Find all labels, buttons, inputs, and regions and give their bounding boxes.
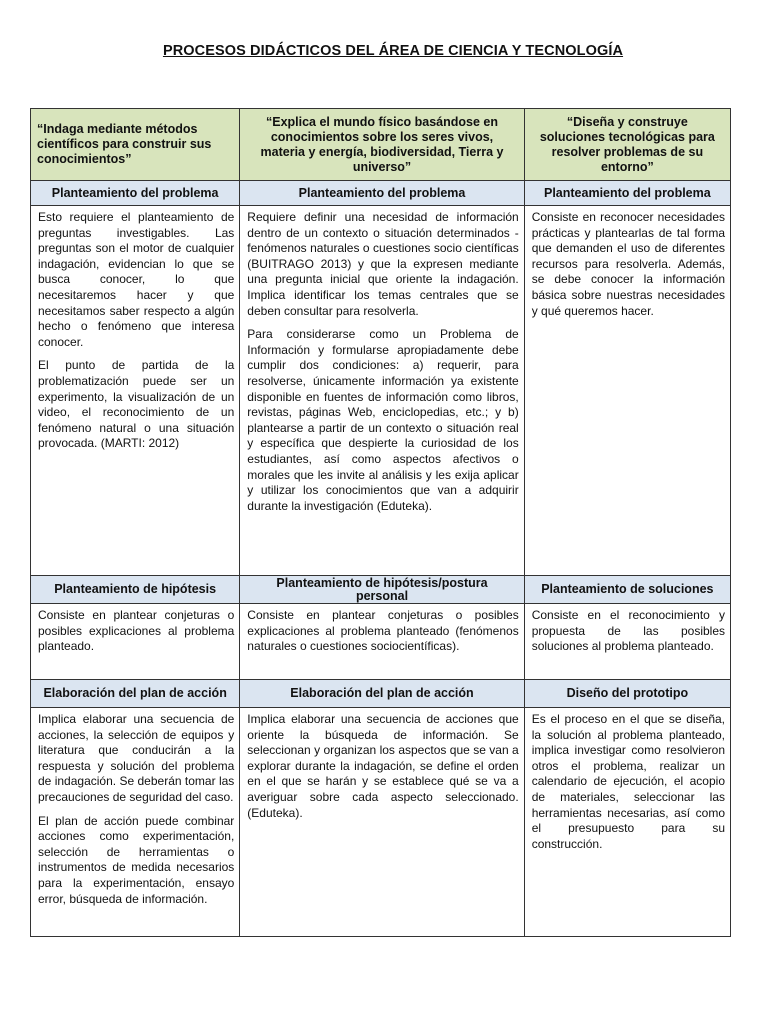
section-heading: Planteamiento de hipótesis [31, 576, 240, 604]
section-heading: Planteamiento del problema [240, 181, 524, 206]
body-cell [240, 708, 524, 937]
paragraph: Implica elaborar una secuencia de acciones, la selección de equipos y literatura que conducirán a la respuesta y solución del problema de indagación. Se deberán tomar las precauciones de seguridad del caso. [38, 712, 235, 804]
paragraph: Para considerarse como un Problema de Información y formularse apropiadamente debe cumplir dos condiciones: a) requerir, para resolverse, únicamente información ya existente disponible en fuentes de información como libros, revistas, páginas Web, enciclopedias, etc.; y b) plantearse a partir de un contexto o situación real y específica que despierte la curiosidad de los estudiantes, así como aspectos afectivos o morales que les invite al análisis y les exija aplicar y utilizar los conocimientos que van a adquirir durante la investigación (Eduteka). [247, 327, 519, 513]
section-heading: Elaboración del plan de acción [31, 680, 240, 708]
paragraph: El plan de acción puede combinar acciones como experimentación, selección de herramientas o instrumentos de medida necesarios para la experimentación, ensayo error, búsqueda de información. [38, 813, 235, 906]
section-heading: Elaboración del plan de acción [240, 680, 524, 708]
section-heading-row [31, 680, 731, 708]
paragraph: Implica elaborar una secuencia de acciones que oriente la búsqueda de información. Se seleccionan y organizan los aspectos que se van a explorar durante la indagación, se define el orden en el que se harán y se establece qué se va a averiguar sobre cada aspecto seleccionado. (Eduteka). [247, 712, 519, 820]
body-cell [31, 708, 240, 937]
paragraph: Esto requiere el planteamiento de preguntas investigables. Las preguntas son el motor de cualquier indagación, evidencian lo que se busca conocer, lo que necesitaremos hacer y que necesitamos saber respecto a algún hecho o fenómeno que interesa conocer. [38, 210, 235, 349]
body-cell [524, 708, 730, 937]
section-heading: Planteamiento del problema [524, 181, 730, 206]
page-title: PROCESOS DIDÁCTICOS DEL ÁREA DE CIENCIA Y TECNOLOGÍA [162, 43, 624, 59]
paragraph: Consiste en plantear conjeturas o posibles explicaciones al problema planteado. [38, 608, 235, 654]
paragraph: Consiste en el reconocimiento y propuesta de las posibles soluciones al problema planteado. [531, 608, 725, 654]
column-header-disena: “Diseña y construye soluciones tecnológicas para resolver problemas de su entorno” [524, 109, 730, 181]
section-body-row [31, 206, 731, 576]
paragraph: Requiere definir una necesidad de información dentro de un contexto o situación determinados - fenómenos naturales o cuestiones socio científicas (BUITRAGO 2013) y que la expresen mediante una pregunta inicial que oriente la indagación. Implica identificar los temas centrales que se deben consultar para resolverla. [247, 210, 519, 318]
section-heading: Diseño del prototipo [524, 680, 730, 708]
body-cell [524, 604, 730, 680]
section-body-row [31, 604, 731, 680]
body-cell [524, 206, 730, 576]
paragraph: El punto de partida de la problematización puede ser un experimento, la visualización de un video, el reconocimiento de un fenómeno natural o una situación provocada. (MARTI: 2012) [38, 358, 235, 451]
section-body-row [31, 708, 731, 937]
section-heading: Planteamiento de soluciones [524, 576, 730, 604]
section-heading-row [31, 576, 731, 604]
section-heading: Planteamiento del problema [31, 181, 240, 206]
paragraph: Consiste en reconocer necesidades prácticas y plantearlas de tal forma que demanden el uso de diferentes recursos para resolverla. Además, se debe conocer la información básica sobre nuestras necesidades y qué queremos hacer. [531, 210, 725, 318]
body-cell [240, 604, 524, 680]
section-heading-row [31, 181, 731, 206]
paragraph: Consiste en plantear conjeturas o posibles explicaciones al problema planteado (fenómenos naturales o cuestiones sociocientíficas). [247, 608, 519, 654]
body-cell [31, 604, 240, 680]
body-cell [31, 206, 240, 576]
column-header-indaga: “Indaga mediante métodos científicos para construir sus conocimientos” [31, 109, 240, 181]
paragraph: Es el proceso en el que se diseña, la solución al problema planteado, implica investigar como resolvieron otros el problema, realizar un calendario de ejecución, el acopio de materiales, seleccionar las herramientas necesarias, así como el presupuesto para su construcción. [531, 712, 725, 851]
body-cell [240, 206, 524, 576]
column-header-explica: “Explica el mundo físico basándose en conocimientos sobre los seres vivos, materia y energía, biodiversidad, Tierra y universo” [240, 109, 524, 181]
process-table [30, 108, 731, 937]
column-header-row [31, 109, 731, 181]
section-heading: Planteamiento de hipótesis/postura personal [240, 576, 524, 604]
